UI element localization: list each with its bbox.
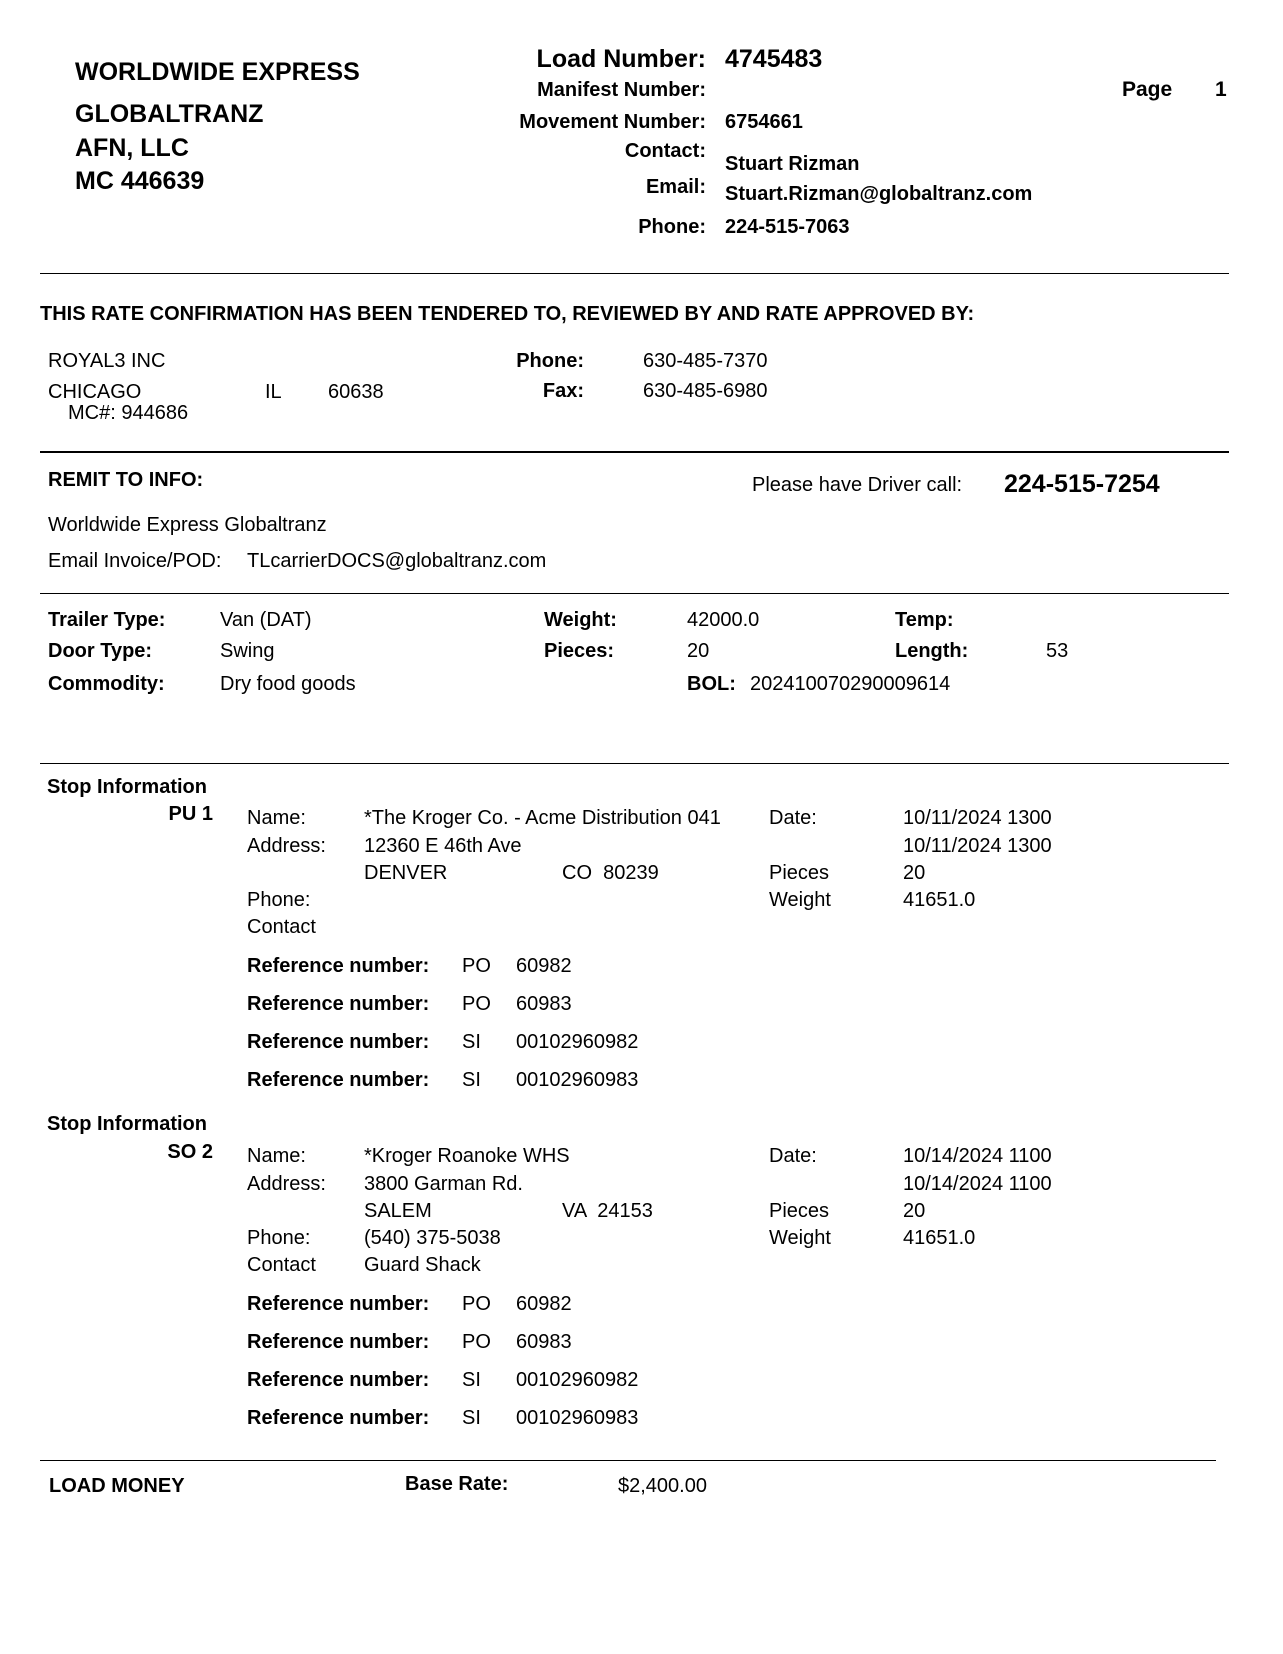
contact-email[interactable]: Stuart.Rizman@globaltranz.com [725, 183, 1033, 205]
load-number: 4745483 [725, 45, 823, 73]
tender-heading: THIS RATE CONFIRMATION HAS BEEN TENDERED TO, REVIEWED BY AND RATE APPROVED BY: [40, 303, 975, 325]
email-label: Email: [645, 176, 706, 198]
carrier-state: IL [265, 381, 282, 403]
stop-weight-label: Weight [769, 1227, 831, 1249]
stop-pieces: 20 [903, 1200, 926, 1222]
divider-tender [40, 451, 1229, 453]
reference-type: SI [462, 1369, 481, 1391]
stop-contact: Guard Shack [364, 1254, 481, 1276]
reference-value: 60982 [516, 1293, 572, 1315]
carrier-fax-label: Fax: [542, 380, 584, 402]
stop-weight-label: Weight [769, 889, 831, 911]
contact-phone: 224-515-7063 [725, 216, 850, 238]
reference-value: 00102960982 [516, 1369, 639, 1391]
company-name-line3: AFN, LLC [75, 134, 189, 162]
length-label: Length: [895, 640, 969, 662]
page-label: Page [1122, 78, 1173, 101]
stop-date-2: 10/11/2024 1300 [903, 835, 1052, 857]
bol-label: BOL: [687, 673, 736, 695]
door-type-label: Door Type: [48, 640, 153, 662]
contact-label: Contact: [624, 140, 706, 162]
reference-label: Reference number: [247, 1407, 430, 1429]
trailer-type-label: Trailer Type: [48, 609, 166, 631]
pieces-label: Pieces: [544, 640, 615, 662]
load-number-label: Load Number: [536, 45, 706, 73]
stop-date-label: Date: [769, 807, 817, 829]
bol-number: 202410070290009614 [750, 673, 951, 695]
reference-value: 00102960983 [516, 1069, 639, 1091]
stop-contact-label: Contact [247, 916, 316, 938]
divider-remit [40, 593, 1229, 594]
divider-header [40, 273, 1229, 274]
base-rate: $2,400.00 [618, 1475, 707, 1497]
manifest-number-label: Manifest Number: [537, 79, 706, 101]
reference-label: Reference number: [247, 993, 430, 1015]
driver-call-label: Please have Driver call: [752, 474, 963, 496]
stop-date-2: 10/14/2024 1100 [903, 1173, 1052, 1195]
reference-label: Reference number: [247, 1069, 430, 1091]
reference-type: PO [462, 993, 491, 1015]
carrier-mc-number: MC#: 944686 [68, 402, 189, 424]
company-mc-number: MC 446639 [75, 167, 205, 195]
company-name-line1: WORLDWIDE EXPRESS [75, 58, 360, 86]
remit-email-label: Email Invoice/POD: [48, 550, 222, 572]
stop-phone-label: Phone: [247, 889, 311, 911]
stop-address: 12360 E 46th Ave [364, 835, 522, 857]
stop-pieces-label: Pieces [769, 862, 830, 884]
reference-label: Reference number: [247, 1369, 430, 1391]
reference-label: Reference number: [247, 1331, 430, 1353]
stop-name: *Kroger Roanoke WHS [364, 1145, 570, 1167]
stop-address-label: Address: [247, 1173, 326, 1195]
stop-state-zip: VA 24153 [562, 1200, 653, 1222]
stop-pieces: 20 [903, 862, 926, 884]
stop-address: 3800 Garman Rd. [364, 1173, 523, 1195]
remit-heading: REMIT TO INFO: [48, 469, 204, 491]
remit-email[interactable]: TLcarrierDOCS@globaltranz.com [247, 550, 547, 572]
stop-date-1: 10/11/2024 1300 [903, 807, 1052, 829]
stop-city: SALEM [364, 1200, 432, 1222]
reference-value: 60983 [516, 1331, 572, 1353]
stop-information-label: Stop Information [47, 1113, 207, 1135]
reference-value: 60983 [516, 993, 572, 1015]
stop-pieces-label: Pieces [769, 1200, 830, 1222]
remit-name: Worldwide Express Globaltranz [48, 514, 327, 536]
stop-phone: (540) 375-5038 [364, 1227, 501, 1249]
page-number: 1 [1215, 78, 1227, 101]
reference-type: PO [462, 955, 491, 977]
driver-call-phone: 224-515-7254 [1004, 470, 1160, 498]
carrier-name: ROYAL3 INC [48, 350, 166, 372]
carrier-zip: 60638 [328, 381, 384, 403]
load-money-heading: LOAD MONEY [49, 1475, 185, 1497]
carrier-phone: 630-485-7370 [643, 350, 768, 372]
stop-information-label: Stop Information [47, 776, 207, 798]
reference-label: Reference number: [247, 955, 430, 977]
weight: 42000.0 [687, 609, 760, 631]
stop-contact-label: Contact [247, 1254, 316, 1276]
stop-name-label: Name: [247, 807, 306, 829]
stop-state-zip: CO 80239 [562, 862, 659, 884]
stop-name-label: Name: [247, 1145, 306, 1167]
carrier-fax: 630-485-6980 [643, 380, 768, 402]
phone-label: Phone: [638, 216, 706, 238]
stop-name: *The Kroger Co. - Acme Distribution 041 [364, 807, 721, 829]
length: 53 [1046, 640, 1069, 662]
movement-number: 6754661 [725, 111, 803, 133]
base-rate-label: Base Rate: [405, 1473, 509, 1495]
stop-city: DENVER [364, 862, 448, 884]
carrier-city: CHICAGO [48, 381, 142, 403]
contact-name: Stuart Rizman [725, 153, 860, 175]
pieces: 20 [687, 640, 710, 662]
stop-code: SO 2 [167, 1141, 213, 1163]
reference-label: Reference number: [247, 1293, 430, 1315]
divider-money [40, 1460, 1216, 1461]
commodity-label: Commodity: [48, 673, 165, 695]
reference-type: SI [462, 1031, 481, 1053]
movement-number-label: Movement Number: [519, 111, 706, 133]
stop-date-label: Date: [769, 1145, 817, 1167]
trailer-type: Van (DAT) [220, 609, 312, 631]
carrier-phone-label: Phone: [516, 350, 584, 372]
reference-type: PO [462, 1293, 491, 1315]
reference-label: Reference number: [247, 1031, 430, 1053]
stop-code: PU 1 [168, 803, 213, 825]
reference-value: 00102960982 [516, 1031, 639, 1053]
divider-equipment [40, 763, 1229, 764]
reference-type: SI [462, 1069, 481, 1091]
reference-type: SI [462, 1407, 481, 1429]
company-name-line2: GLOBALTRANZ [75, 100, 264, 128]
temp-label: Temp: [895, 609, 954, 631]
reference-value: 00102960983 [516, 1407, 639, 1429]
stop-address-label: Address: [247, 835, 326, 857]
weight-label: Weight: [544, 609, 617, 631]
stop-date-1: 10/14/2024 1100 [903, 1145, 1052, 1167]
door-type: Swing [220, 640, 275, 662]
stop-weight: 41651.0 [903, 889, 976, 911]
commodity: Dry food goods [220, 673, 356, 695]
reference-type: PO [462, 1331, 491, 1353]
stop-phone-label: Phone: [247, 1227, 311, 1249]
reference-value: 60982 [516, 955, 572, 977]
stop-weight: 41651.0 [903, 1227, 976, 1249]
